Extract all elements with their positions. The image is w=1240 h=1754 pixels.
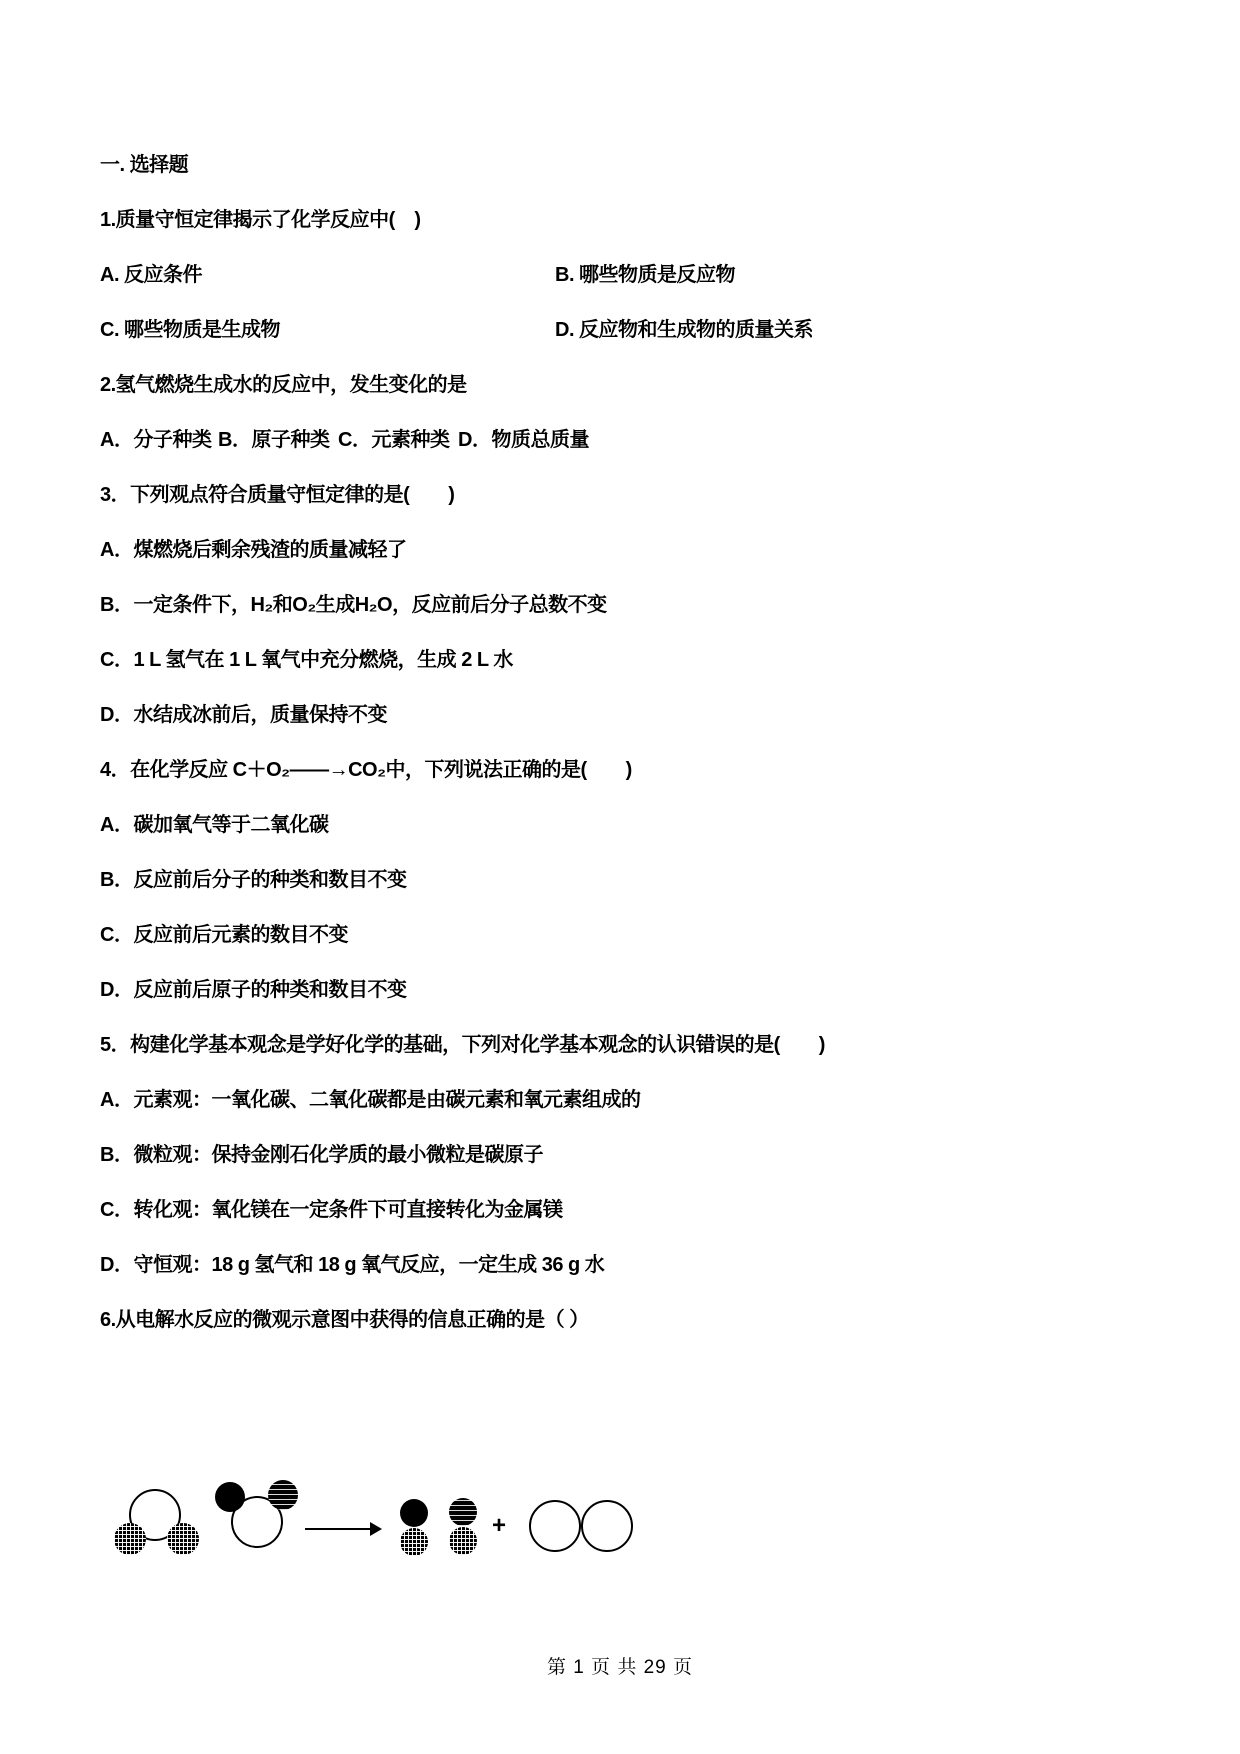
hydrogen-atom-icon [268, 1480, 298, 1510]
q4-option-d: D．反应前后原子的种类和数目不变 [100, 979, 407, 1001]
q1-option-d: D. 反应物和生成物的质量关系 [555, 319, 814, 341]
section-heading: 一. 选择题 [100, 154, 189, 176]
q3-option-c: C．1 L 氢气在 1 L 氧气中充分燃烧，生成 2 L 水 [100, 649, 513, 671]
plus-sign: + [492, 1512, 507, 1539]
hydrogen-atom-icon [449, 1527, 477, 1555]
q1-options-row-2 [100, 317, 1170, 344]
hydrogen-atom-icon [114, 1523, 146, 1555]
q3-option-b: B．一定条件下，H₂和O₂生成H₂O，反应前后分子总数不变 [100, 594, 607, 616]
hydrogen-atom-icon [215, 1482, 245, 1512]
reaction-arrow-icon [305, 1528, 373, 1530]
water-electrolysis-diagram [100, 1478, 720, 1578]
q2-option-d: D．物质总质量 [458, 429, 589, 451]
q4-option-c: C．反应前后元素的数目不变 [100, 924, 348, 946]
q2-stem: 2.氢气燃烧生成水的反应中，发生变化的是 [100, 374, 467, 396]
q4-stem: 4．在化学反应 C＋O₂——→CO₂中，下列说法正确的是( ) [100, 759, 632, 781]
q1-option-c: C. 哪些物质是生成物 [100, 319, 281, 341]
oxygen-atom-icon [529, 1500, 581, 1552]
q3-stem: 3．下列观点符合质量守恒定律的是( ) [100, 484, 455, 506]
q5-option-a: A．元素观：一氧化碳、二氧化碳都是由碳元素和氧元素组成的 [100, 1089, 641, 1111]
q2-option-c: C．元素种类 [338, 429, 450, 451]
q2-option-a: A．分子种类 [100, 429, 212, 451]
q1-option-b: B. 哪些物质是反应物 [555, 264, 736, 286]
hydrogen-atom-icon [449, 1498, 477, 1526]
hydrogen-atom-icon [400, 1528, 428, 1556]
q2-option-b: B．原子种类 [218, 429, 330, 451]
q1-option-a: A. 反应条件 [100, 264, 203, 286]
question-list [100, 152, 1170, 1362]
q2-options-row [100, 427, 1170, 454]
hydrogen-atom-icon [400, 1499, 428, 1527]
oxygen-atom-icon [581, 1500, 633, 1552]
q4-option-b: B．反应前后分子的种类和数目不变 [100, 869, 407, 891]
q5-option-d: D．守恒观：18 g 氢气和 18 g 氧气反应，一定生成 36 g 水 [100, 1254, 605, 1276]
reaction-arrow-head-icon [370, 1522, 382, 1536]
q5-stem: 5．构建化学基本观念是学好化学的基础，下列对化学基本观念的认识错误的是( ) [100, 1034, 825, 1056]
q6-stem: 6.从电解水反应的微观示意图中获得的信息正确的是（ ） [100, 1309, 589, 1331]
hydrogen-atom-icon [167, 1523, 199, 1555]
page-footer: 第 1 页 共 29 页 [546, 1657, 694, 1678]
q4-option-a: A．碳加氧气等于二氧化碳 [100, 814, 329, 836]
q3-option-d: D．水结成冰前后，质量保持不变 [100, 704, 387, 726]
q3-option-a: A．煤燃烧后剩余残渣的质量减轻了 [100, 539, 407, 561]
q5-option-c: C．转化观：氧化镁在一定条件下可直接转化为金属镁 [100, 1199, 563, 1221]
q1-options-row-1 [100, 262, 1170, 289]
q5-option-b: B．微粒观：保持金刚石化学质的最小微粒是碳原子 [100, 1144, 543, 1166]
q1-stem: 1.质量守恒定律揭示了化学反应中( ) [100, 209, 421, 231]
